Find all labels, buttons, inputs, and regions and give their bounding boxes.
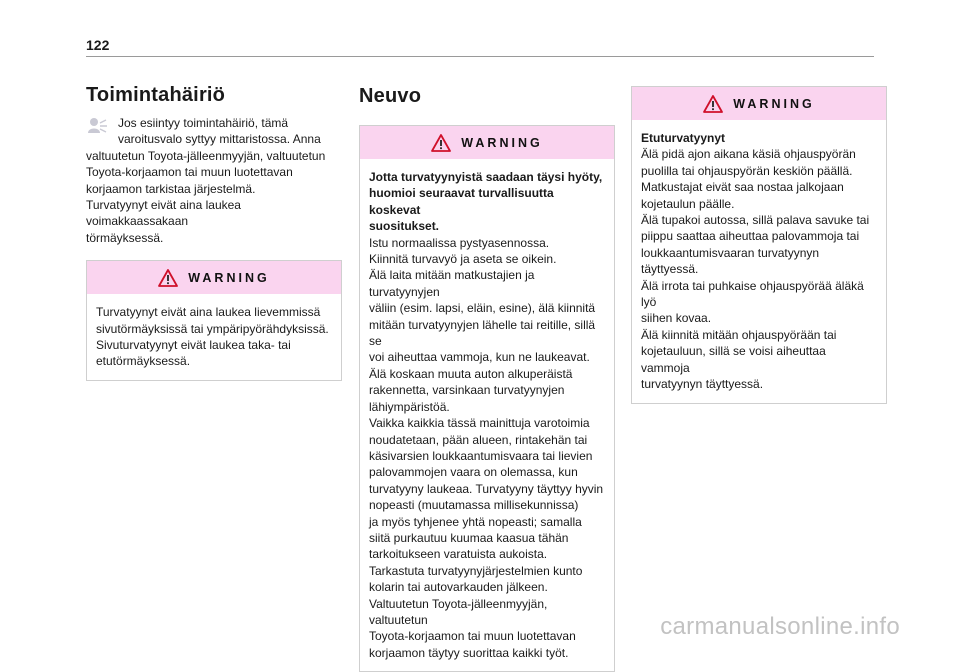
warning-triangle-icon xyxy=(158,269,178,287)
warning-triangle-icon xyxy=(703,95,723,113)
warning-label: WARNING xyxy=(461,135,543,150)
warning-line: etutörmäyksessä. xyxy=(96,354,191,369)
warning-line: tarkoitukseen varatuista aukoista. xyxy=(369,547,548,562)
malfunction-line-6: Turvatyynyt eivät aina laukea voimakkaassakaan xyxy=(86,198,241,229)
warning-line: loukkaantumisvaaran turvatyynyn täyttyessä. xyxy=(641,245,820,277)
warning-header xyxy=(87,261,341,294)
warning-line: Turvatyynyt eivät aina laukea lievemmissä xyxy=(96,305,321,320)
warning-line: Älä tupakoi autossa, sillä palava savuke tai xyxy=(641,213,870,228)
warning-line: piippu saattaa aiheuttaa palovammoja tai xyxy=(641,229,860,244)
column-malfunction xyxy=(86,80,342,381)
malfunction-line-2: varoitusvalo syttyy mittaristossa. Anna xyxy=(118,132,321,147)
warning-line: lähiympäristöä. xyxy=(369,399,450,414)
malfunction-text xyxy=(86,115,342,246)
warning-line: Kiinnitä turvavyö ja aseta se oikein. xyxy=(369,252,557,267)
warning-line: korjaamon täytyy suorittaa kaikki työt. xyxy=(369,645,569,660)
warning-line: kojetauluun, sillä se voisi aiheuttaa vammoja xyxy=(641,344,826,375)
warning-bold-line: Etuturvatyynyt xyxy=(641,131,726,145)
warning-bold-line: Jotta turvatyynyistä saadaan täysi hyöty, xyxy=(369,170,603,184)
warning-triangle-icon xyxy=(431,134,451,152)
warning-label: WARNING xyxy=(188,270,270,285)
warning-line: palovammojen vaara on olemassa, kun xyxy=(369,465,578,480)
warning-line: sivutörmäyksissä tai ympäripyörähdyksissä. xyxy=(96,321,329,336)
warning-body xyxy=(632,120,886,403)
warning-line: Älä koskaan muuta auton alkuperäistä xyxy=(369,366,573,381)
warning-line: Toyota-korjaamon tai muun luotettavan xyxy=(369,629,576,644)
warning-line: nopeasti (muutamassa millisekunnissa) xyxy=(369,498,579,513)
warning-line: käsivarsien loukkaantumisvaara tai lievien xyxy=(369,448,593,463)
warning-line: väliin (esim. lapsi, eläin, esine), älä kiinnitä xyxy=(369,301,596,316)
warning-line: Istu normaalissa pystyasennossa. xyxy=(369,235,550,250)
malfunction-line-3: valtuutetun Toyota-jälleenmyyjän, valtuutetun xyxy=(86,148,326,163)
warning-line: Sivuturvatyynyt eivät laukea taka- tai xyxy=(96,338,291,353)
watermark: carmanualsonline.info xyxy=(660,613,900,640)
warning-line: kojetaulun päälle. xyxy=(641,196,735,211)
header-rule xyxy=(86,56,874,57)
malfunction-line-4: Toyota-korjaamon tai muun luotettavan xyxy=(86,165,293,180)
warning-bold-line: suositukset. xyxy=(369,219,440,234)
warning-line: rakennetta, varsinkaan turvatyynyjen xyxy=(369,383,565,398)
warning-box-advice xyxy=(359,125,615,672)
column-advice xyxy=(359,80,615,672)
warning-line: mitään turvatyynyjen lähelle tai reitille, sillä se xyxy=(369,317,596,349)
warning-line: Älä kiinnitä mitään ohjauspyörään tai xyxy=(641,327,837,342)
warning-line: ja myös tyhjenee yhtä nopeasti; samalla xyxy=(369,514,582,529)
warning-light-icon xyxy=(86,116,108,134)
warning-body xyxy=(360,159,614,671)
section-title-malfunction: Toimintahäiriö xyxy=(86,84,226,106)
warning-line: turvatyyny laukeaa. Turvatyyny täyttyy hyvin xyxy=(369,481,604,496)
page-number: 122 xyxy=(86,37,110,53)
warning-line: Valtuutetun Toyota-jälleenmyyjän, valtuutetun xyxy=(369,596,548,627)
malfunction-line-7: törmäyksessä. xyxy=(86,230,164,245)
warning-box-front-airbags xyxy=(631,86,887,404)
warning-line: turvatyynyn täyttyessä. xyxy=(641,377,764,392)
warning-line: Älä irrota tai puhkaise ohjauspyörää äläkä lyö xyxy=(641,278,864,310)
warning-box-side-airbags xyxy=(86,260,342,381)
warning-line: puolilla tai ohjauspyörän keskiön päällä. xyxy=(641,163,853,178)
warning-body xyxy=(87,294,341,380)
warning-label: WARNING xyxy=(733,96,815,111)
warning-header xyxy=(632,87,886,120)
section-title-advice: Neuvo xyxy=(359,85,422,107)
malfunction-line-1: Jos esiintyy toimintahäiriö, tämä xyxy=(118,116,289,130)
warning-line: kolarin tai autovarkauden jälkeen. xyxy=(369,580,548,595)
warning-line: Matkustajat eivät saa nostaa jalkojaan xyxy=(641,180,844,195)
warning-header xyxy=(360,126,614,159)
column-front-airbags xyxy=(631,80,887,404)
warning-line: Tarkastuta turvatyynyjärjestelmien kunto xyxy=(369,563,583,578)
warning-bold-line: huomioi seuraavat turvallisuutta koskevat xyxy=(369,186,554,217)
warning-line: Vaikka kaikkia tässä mainittuja varotoimia xyxy=(369,416,590,431)
warning-line: siitä purkautuu kuumaa kaasua tähän xyxy=(369,530,569,545)
warning-line: siihen kovaa. xyxy=(641,311,712,326)
malfunction-line-5: korjaamon tarkistaa järjestelmä. xyxy=(86,181,256,196)
warning-line: noudatetaan, pään alueen, rintakehän tai xyxy=(369,432,588,447)
warning-line: Älä laita mitään matkustajien ja turvatyynyjen xyxy=(369,268,535,299)
warning-line: Älä pidä ajon aikana käsiä ohjauspyörän xyxy=(641,147,856,162)
warning-line: voi aiheuttaa vammoja, kun ne laukeavat. xyxy=(369,350,590,365)
